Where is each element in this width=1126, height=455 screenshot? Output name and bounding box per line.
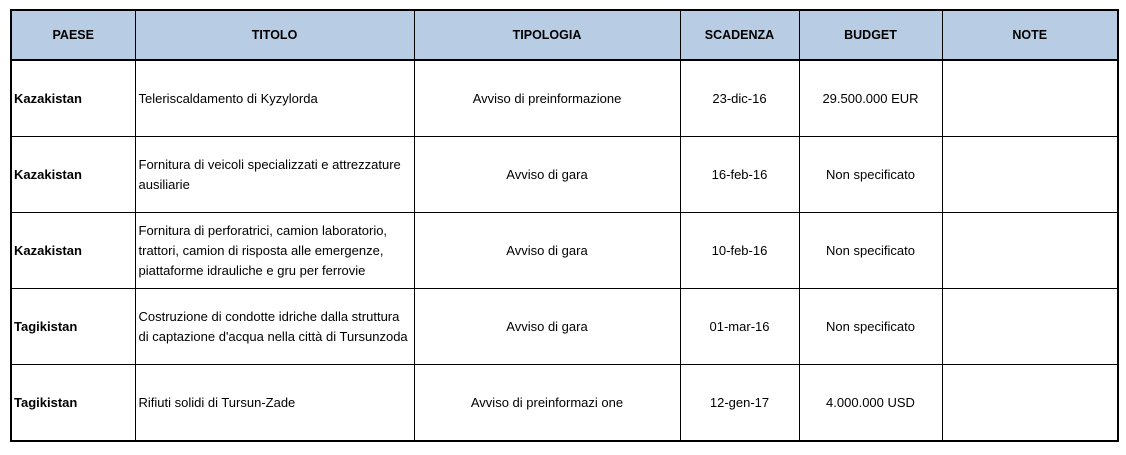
cell-paese: Kazakistan [11,60,135,137]
cell-tipologia: Avviso di gara [414,213,680,289]
cell-note [942,137,1118,213]
cell-scadenza: 10-feb-16 [680,213,799,289]
cell-budget: 29.500.000 EUR [799,60,942,137]
header-paese: PAESE [11,10,135,60]
cell-budget: Non specificato [799,289,942,365]
cell-scadenza: 12-gen-17 [680,365,799,442]
cell-budget: Non specificato [799,213,942,289]
cell-note [942,213,1118,289]
table-row [11,137,1118,213]
header-budget: BUDGET [799,10,942,60]
cell-titolo: Costruzione di condotte idriche dalla struttura di captazione d'acqua nella città di Tursunzoda [135,289,414,365]
cell-tipologia: Avviso di preinformazi one [414,365,680,442]
table-row [11,60,1118,137]
cell-titolo: Fornitura di perforatrici, camion laboratorio, trattori, camion di risposta alle emergenze, piattaforme idrauliche e gru per ferrovie [135,213,414,289]
table-row [11,213,1118,289]
cell-titolo: Teleriscaldamento di Kyzylorda [135,60,414,137]
cell-paese: Tagikistan [11,365,135,442]
cell-tipologia: Avviso di preinformazione [414,60,680,137]
cell-note [942,289,1118,365]
table-row [11,289,1118,365]
cell-note [942,365,1118,442]
cell-paese: Tagikistan [11,289,135,365]
cell-tipologia: Avviso di gara [414,289,680,365]
header-row [11,10,1118,60]
header-scadenza: SCADENZA [680,10,799,60]
cell-titolo: Rifiuti solidi di Tursun-Zade [135,365,414,442]
cell-scadenza: 16-feb-16 [680,137,799,213]
cell-scadenza: 01-mar-16 [680,289,799,365]
header-titolo: TITOLO [135,10,414,60]
table-row [11,365,1118,442]
tenders-table [10,9,1119,442]
cell-budget: 4.000.000 USD [799,365,942,442]
header-note: NOTE [942,10,1118,60]
header-tipologia: TIPOLOGIA [414,10,680,60]
cell-note [942,60,1118,137]
cell-titolo: Fornitura di veicoli specializzati e attrezzature ausiliarie [135,137,414,213]
cell-paese: Kazakistan [11,213,135,289]
cell-budget: Non specificato [799,137,942,213]
cell-scadenza: 23-dic-16 [680,60,799,137]
cell-tipologia: Avviso di gara [414,137,680,213]
cell-paese: Kazakistan [11,137,135,213]
